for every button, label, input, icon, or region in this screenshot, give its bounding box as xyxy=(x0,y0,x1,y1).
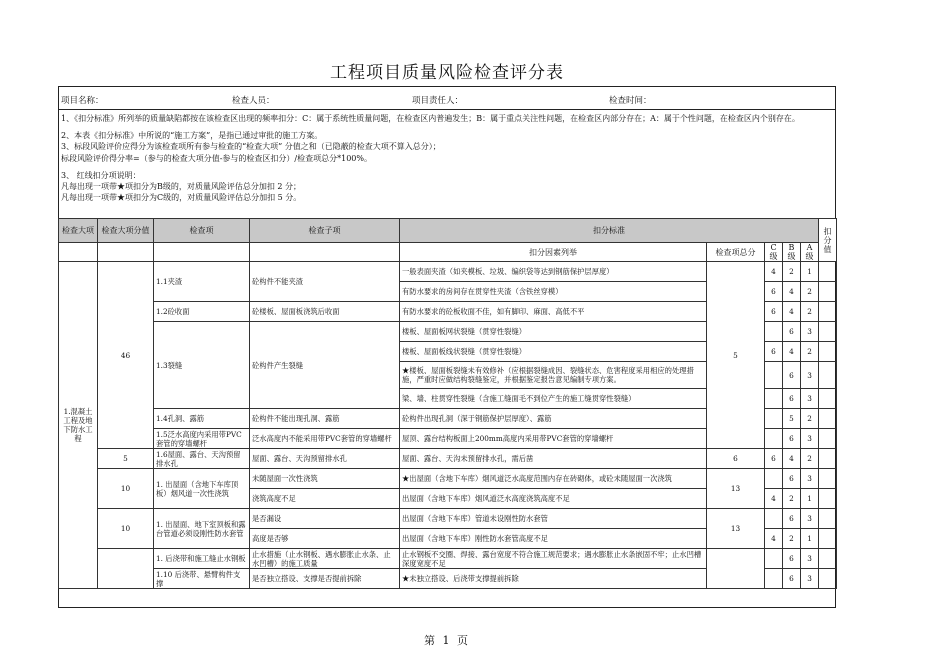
grade-a-cell: 3 xyxy=(801,569,819,589)
header-c: C级 xyxy=(765,243,783,262)
header-blank xyxy=(59,243,98,262)
page-number: 第 1 页 xyxy=(424,634,470,647)
deduct-cell[interactable] xyxy=(819,449,837,469)
major-score-cell: 46 xyxy=(98,262,154,449)
grade-c-cell xyxy=(765,409,783,429)
factor-cell: 出屋面（含地下车库）刚性防水套管高度不足 xyxy=(400,529,707,549)
item-cell: 1.3裂缝 xyxy=(154,322,250,409)
grade-b-cell: 2 xyxy=(783,262,801,282)
total-cell: 13 xyxy=(707,509,765,549)
header-major-score: 检查大项分值 xyxy=(98,219,154,243)
deduct-cell[interactable] xyxy=(819,549,837,569)
major-score-cell: 5 xyxy=(98,449,154,469)
grade-c-cell xyxy=(765,389,783,409)
factor-cell: 梁、墙、柱贯穿性裂缝（含施工缝面毛不到位产生的施工缝贯穿性裂缝） xyxy=(400,389,707,409)
subitem-cell: 高度是否够 xyxy=(250,529,400,549)
grade-a-cell: 1 xyxy=(801,489,819,509)
grade-b-cell: 2 xyxy=(783,489,801,509)
header-total: 检查项总分 xyxy=(707,243,765,262)
category-cell: 1.混凝土工程及地下防水工程 xyxy=(59,262,98,589)
grade-b-cell: 2 xyxy=(783,529,801,549)
header-b: B级 xyxy=(783,243,801,262)
grade-a-cell: 3 xyxy=(801,322,819,342)
info-row xyxy=(59,87,835,110)
grade-b-cell: 4 xyxy=(783,302,801,322)
factor-cell: 楼板、屋面板网状裂缝（贯穿性裂缝） xyxy=(400,322,707,342)
inspector-label: 检查人员： xyxy=(232,96,275,106)
header-blank xyxy=(98,243,154,262)
form-frame xyxy=(58,86,836,608)
grade-b-cell: 6 xyxy=(783,569,801,589)
factor-cell: 屋面、露台、天沟未预留排水孔，需后凿 xyxy=(400,449,707,469)
grade-a-cell: 2 xyxy=(801,282,819,302)
score-table xyxy=(58,218,837,589)
grade-c-cell: 6 xyxy=(765,449,783,469)
time-label: 检查时间： xyxy=(609,96,652,106)
item-cell: 1.2砼收面 xyxy=(154,302,250,322)
subitem-cell: 是否漏设 xyxy=(250,509,400,529)
total-cell: 5 xyxy=(707,262,765,449)
grade-c-cell xyxy=(765,509,783,529)
deduct-cell[interactable] xyxy=(819,429,837,449)
deduct-cell[interactable] xyxy=(819,342,837,362)
header-a: A级 xyxy=(801,243,819,262)
header-blank xyxy=(154,243,250,262)
item-cell: 1. 后浇带和施工缝止水钢板 xyxy=(154,549,250,569)
subitem-cell: 泛水高度内不能采用带PVC套管的穿墙螺杆 xyxy=(250,429,400,449)
header-blank xyxy=(250,243,400,262)
total-cell: 13 xyxy=(707,469,765,509)
grade-b-cell: 4 xyxy=(783,342,801,362)
factor-cell: ★未独立搭设、后浇带支撑提前拆除 xyxy=(400,569,707,589)
grade-a-cell: 3 xyxy=(801,469,819,489)
deduct-cell[interactable] xyxy=(819,389,837,409)
grade-b-cell: 6 xyxy=(783,322,801,342)
grade-c-cell xyxy=(765,549,783,569)
item-cell: 1.6屋面、露台、天沟预留排水孔 xyxy=(154,449,250,469)
deduct-cell[interactable] xyxy=(819,489,837,509)
header-subitem: 检查子项 xyxy=(250,219,400,243)
major-score-cell: 10 xyxy=(98,469,154,509)
project-name-label: 项目名称： xyxy=(61,96,104,106)
grade-a-cell: 3 xyxy=(801,362,819,389)
factor-cell: 出屋面（含地下车库）烟风道泛水高度浇筑高度不足 xyxy=(400,489,707,509)
grade-a-cell: 3 xyxy=(801,549,819,569)
subitem-cell: 砼构件产生裂缝 xyxy=(250,322,400,409)
note-line: 1、《扣分标准》所列举的质量缺陷都按在该检查区出现的频率扣分：C：属于系统性质量问题，在检查区内普遍发生；B：属于重点关注性问题，在检查区内部分存在；A：属于个性问题，在检查区内个别存在。 xyxy=(61,114,800,123)
grade-c-cell: 6 xyxy=(765,342,783,362)
deduct-cell[interactable] xyxy=(819,322,837,342)
deduct-cell[interactable] xyxy=(819,302,837,322)
grade-a-cell: 3 xyxy=(801,509,819,529)
grade-b-cell: 6 xyxy=(783,549,801,569)
subitem-cell: 砼楼板、屋面板浇筑后收面 xyxy=(250,302,400,322)
deduct-cell[interactable] xyxy=(819,409,837,429)
factor-cell: 一般表面夹渣（如夹模板、垃圾、编织袋等达到钢筋保护层厚度） xyxy=(400,262,707,282)
note-line: 2、本表《扣分标准》中所说的“施工方案”，是指已通过审批的施工方案。 xyxy=(61,131,323,141)
grade-c-cell xyxy=(765,322,783,342)
deduct-cell[interactable] xyxy=(819,569,837,589)
grade-b-cell: 6 xyxy=(783,389,801,409)
factor-cell: 屋顶、露台结构板面上200mm高度内采用带PVC套管的穿墙螺杆 xyxy=(400,429,707,449)
factor-cell: 有防水要求的房间存在贯穿性夹渣（含铁丝穿模） xyxy=(400,282,707,302)
note-line: 3、 红线扣分项说明： xyxy=(61,170,141,180)
note-line: 标段风险评价得分率=（参与的检查大项分值-参与的检查区扣分）/检查项总分*100%。 xyxy=(61,153,372,163)
deduct-cell[interactable] xyxy=(819,509,837,529)
grade-b-cell: 6 xyxy=(783,469,801,489)
item-cell: 1.5泛水高度内采用带PVC套管的穿墙螺杆 xyxy=(154,429,250,449)
total-cell xyxy=(707,549,765,589)
grade-a-cell: 2 xyxy=(801,302,819,322)
deduct-cell[interactable] xyxy=(819,362,837,389)
header-major: 检查大项 xyxy=(59,219,98,243)
grade-a-cell: 1 xyxy=(801,262,819,282)
deduct-cell[interactable] xyxy=(819,529,837,549)
header-factor: 扣分因素列举 xyxy=(400,243,707,262)
deduct-cell[interactable] xyxy=(819,262,837,282)
note-line: 凡每出现一项带★项扣分为B级的，对质量风险评估总分加扣 2 分； xyxy=(61,182,302,192)
grade-a-cell: 3 xyxy=(801,389,819,409)
grade-b-cell: 4 xyxy=(783,282,801,302)
grade-c-cell: 4 xyxy=(765,489,783,509)
grade-c-cell: 4 xyxy=(765,262,783,282)
subitem-cell: 砼构件不能出现孔洞、露筋 xyxy=(250,409,400,429)
subitem-cell: 屋面、露台、天沟预留排水孔 xyxy=(250,449,400,469)
factor-cell: 楼板、屋面板线状裂缝（贯穿性裂缝） xyxy=(400,342,707,362)
item-cell: 1. 出屋面（含地下车库顶板）烟风道一次性浇筑 xyxy=(154,469,250,509)
grade-b-cell: 6 xyxy=(783,509,801,529)
total-cell: 6 xyxy=(707,449,765,469)
subitem-cell: 是否独立搭设、支撑是否提前拆除 xyxy=(250,569,400,589)
note-line: 凡每出现一项带★项扣分为C级的，对质量风险评估总分加扣 5 分。 xyxy=(61,193,302,203)
grade-c-cell xyxy=(765,469,783,489)
header-item: 检查项 xyxy=(154,219,250,243)
grade-c-cell: 6 xyxy=(765,282,783,302)
subitem-cell: 浇筑高度不足 xyxy=(250,489,400,509)
factor-cell: 止水钢板不交圈、焊接、露台宽度不符合施工规范要求；遇水膨胀止水条嵌固不牢；止水凹槽深度宽度不足 xyxy=(400,549,707,569)
item-cell: 1.10 后浇带、悬臂构件支撑 xyxy=(154,569,250,589)
major-score-cell xyxy=(98,549,154,589)
page-title: 工程项目质量风险检查评分表 xyxy=(330,63,564,83)
grade-c-cell xyxy=(765,569,783,589)
grade-a-cell: 2 xyxy=(801,342,819,362)
manager-label: 项目责任人： xyxy=(412,96,464,106)
grade-c-cell: 4 xyxy=(765,529,783,549)
grade-b-cell: 6 xyxy=(783,429,801,449)
deduct-cell[interactable] xyxy=(819,469,837,489)
subitem-cell: 未随屋面一次性浇筑 xyxy=(250,469,400,489)
subitem-cell: 止水措施（止水钢板、遇水膨胀止水条、止水凹槽）的施工质量 xyxy=(250,549,400,569)
factor-cell: 有防水要求的砼板收面不佳，如有脚印、麻面、高低不平 xyxy=(400,302,707,322)
grade-c-cell: 6 xyxy=(765,302,783,322)
item-cell: 1.1夹渣 xyxy=(154,262,250,302)
deduct-cell[interactable] xyxy=(819,282,837,302)
grade-a-cell: 2 xyxy=(801,409,819,429)
factor-cell: ★出屋面（含地下车库）烟风道泛水高度范围内存在砖砌体，或砼未随屋面一次浇筑 xyxy=(400,469,707,489)
factor-cell: 砼构件出现孔洞（深于钢筋保护层厚度）、露筋 xyxy=(400,409,707,429)
subitem-cell: 砼构件不能夹渣 xyxy=(250,262,400,302)
grade-b-cell: 6 xyxy=(783,362,801,389)
grade-b-cell: 4 xyxy=(783,449,801,469)
grade-b-cell: 5 xyxy=(783,409,801,429)
item-cell: 1. 出屋面、地下室顶板和露台管道必须设刚性防水套管 xyxy=(154,509,250,549)
grade-a-cell: 2 xyxy=(801,449,819,469)
grade-c-cell xyxy=(765,362,783,389)
notes xyxy=(61,113,831,203)
header-deduct: 扣分值 xyxy=(819,219,837,262)
header-standard: 扣分标准 xyxy=(400,219,819,243)
major-score-cell: 10 xyxy=(98,509,154,549)
note-line: 3、标段风险评价应得分为该检查项所有参与检查的“检查大项” 分值之和（已隐蔽的检查大项不算入总分）； xyxy=(61,142,441,152)
item-cell: 1.4孔洞、露筋 xyxy=(154,409,250,429)
grade-a-cell: 1 xyxy=(801,529,819,549)
grade-a-cell: 3 xyxy=(801,429,819,449)
grade-c-cell xyxy=(765,429,783,449)
factor-cell: 出屋面（含地下车库）管道未设刚性防水套管 xyxy=(400,509,707,529)
factor-cell: ★楼板、屋面板裂缝未有效修补（应根据裂缝成因、裂缝状态、危害程度采用相应的处理措施，严重时应做结构裂缝鉴定，并根据鉴定报告意见编制专项方案。 xyxy=(400,362,707,389)
